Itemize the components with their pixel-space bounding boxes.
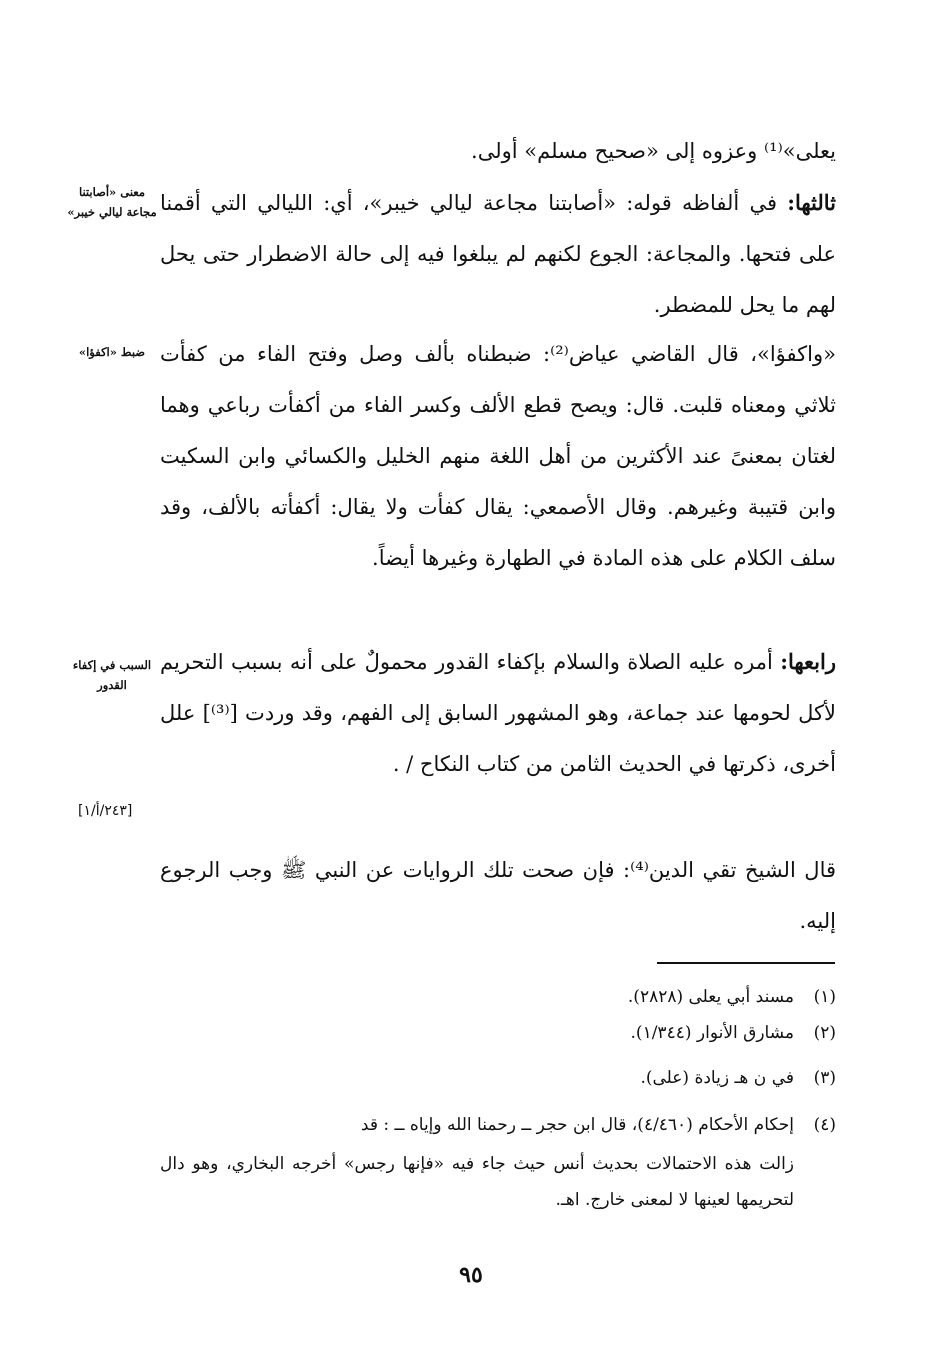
paragraph-5: قال الشيخ تقي الدين⁽⁴⁾: فإن صحت تلك الروايات عن النبي ﷺ وجب الرجوع إليه. xyxy=(160,858,837,933)
margin-note-1: معنى «أصابتنا مجاعة ليالي خيبر» xyxy=(67,185,157,219)
footnote-number: (٤) xyxy=(813,1115,836,1135)
margin-note-2: ضبط «اكفؤا» xyxy=(78,345,146,359)
paragraph-2-text: في ألفاظه قوله: «أصابتنا مجاعة ليالي خيبر»، أي: الليالي التي أقمنا على فتحها. والمجاعة: الجوع لكنهم لم يبلغوا فيه إلى حالة الاضطرار حتى يحل لهم ما يحل للمضطر. xyxy=(160,191,836,317)
footnote-2 xyxy=(160,1015,836,1051)
paragraph-2-lead: ثالثها: xyxy=(787,190,836,215)
footnote-number: (٣) xyxy=(813,1068,836,1088)
paragraph-4 xyxy=(160,636,836,790)
footnote-text: في ن هـ زيادة (على). xyxy=(640,1068,794,1088)
page-number: ٩٥ xyxy=(459,1262,483,1288)
footnote-number: (١) xyxy=(813,987,836,1007)
paragraph-4-lead: رابعها: xyxy=(780,649,836,674)
paragraph-3: «واكفؤا»، قال القاضي عياض⁽²⁾: ضبطناه بألف وصل وفتح الفاء من كفأت ثلاثي ومعناه قلبت. قال: ويصح قطع الألف وكسر الفاء من أكفأت رباعي وهما لغتان بمعنىً عند الأكثرين من أهل اللغة منهم الخليل والكسائي وابن السكيت وابن قتيبة وغيرهم. وقال الأصمعي: يقال كفأت ولا يقال: أكفأته بالألف، وقد سلف الكلام على هذه المادة في الطهارة وغيرها أيضاً. xyxy=(160,342,836,570)
footnote-number: (٢) xyxy=(813,1023,836,1043)
manuscript-page-reference: [٢٤٣/أ/١] xyxy=(78,803,133,819)
paragraph-4-text: أمره عليه الصلاة والسلام بإكفاء القدور محمولٌ على أنه بسبب التحريم لأكل لحومها عند جماعة، وهو المشهور السابق إلى الفهم، وقد وردت [⁽³⁾] علل أخرى، ذكرتها في الحديث الثامن من كتاب النكاح / . xyxy=(160,650,836,776)
footnote-text: إحكام الأحكام (٤/٤٦٠)، قال ابن حجر ــ رحمنا الله وإياه ــ : قد xyxy=(360,1115,794,1135)
margin-note-3: السبب في إكفاء القدور xyxy=(72,658,152,692)
footnote-4 xyxy=(160,1107,836,1143)
footnote-3 xyxy=(160,1060,836,1096)
paragraph-1: يعلى»⁽¹⁾ وعزوه إلى «صحيح مسلم» أولى. xyxy=(471,139,836,163)
footnote-text: مشارق الأنوار (١/٣٤٤). xyxy=(630,1023,794,1043)
footnote-divider xyxy=(657,962,835,964)
footnote-4-continued: زالت هذه الاحتمالات بحديث أنس حيث جاء فيه «فإنها رجس» أخرجه البخاري، وهو دال لتحريمها لعينها لا لمعنى خارج. اهـ. xyxy=(160,1154,794,1210)
footnote-1 xyxy=(160,979,836,1015)
paragraph-2 xyxy=(160,177,836,331)
footnote-text: مسند أبي يعلى (٢٨٢٨). xyxy=(627,987,794,1007)
